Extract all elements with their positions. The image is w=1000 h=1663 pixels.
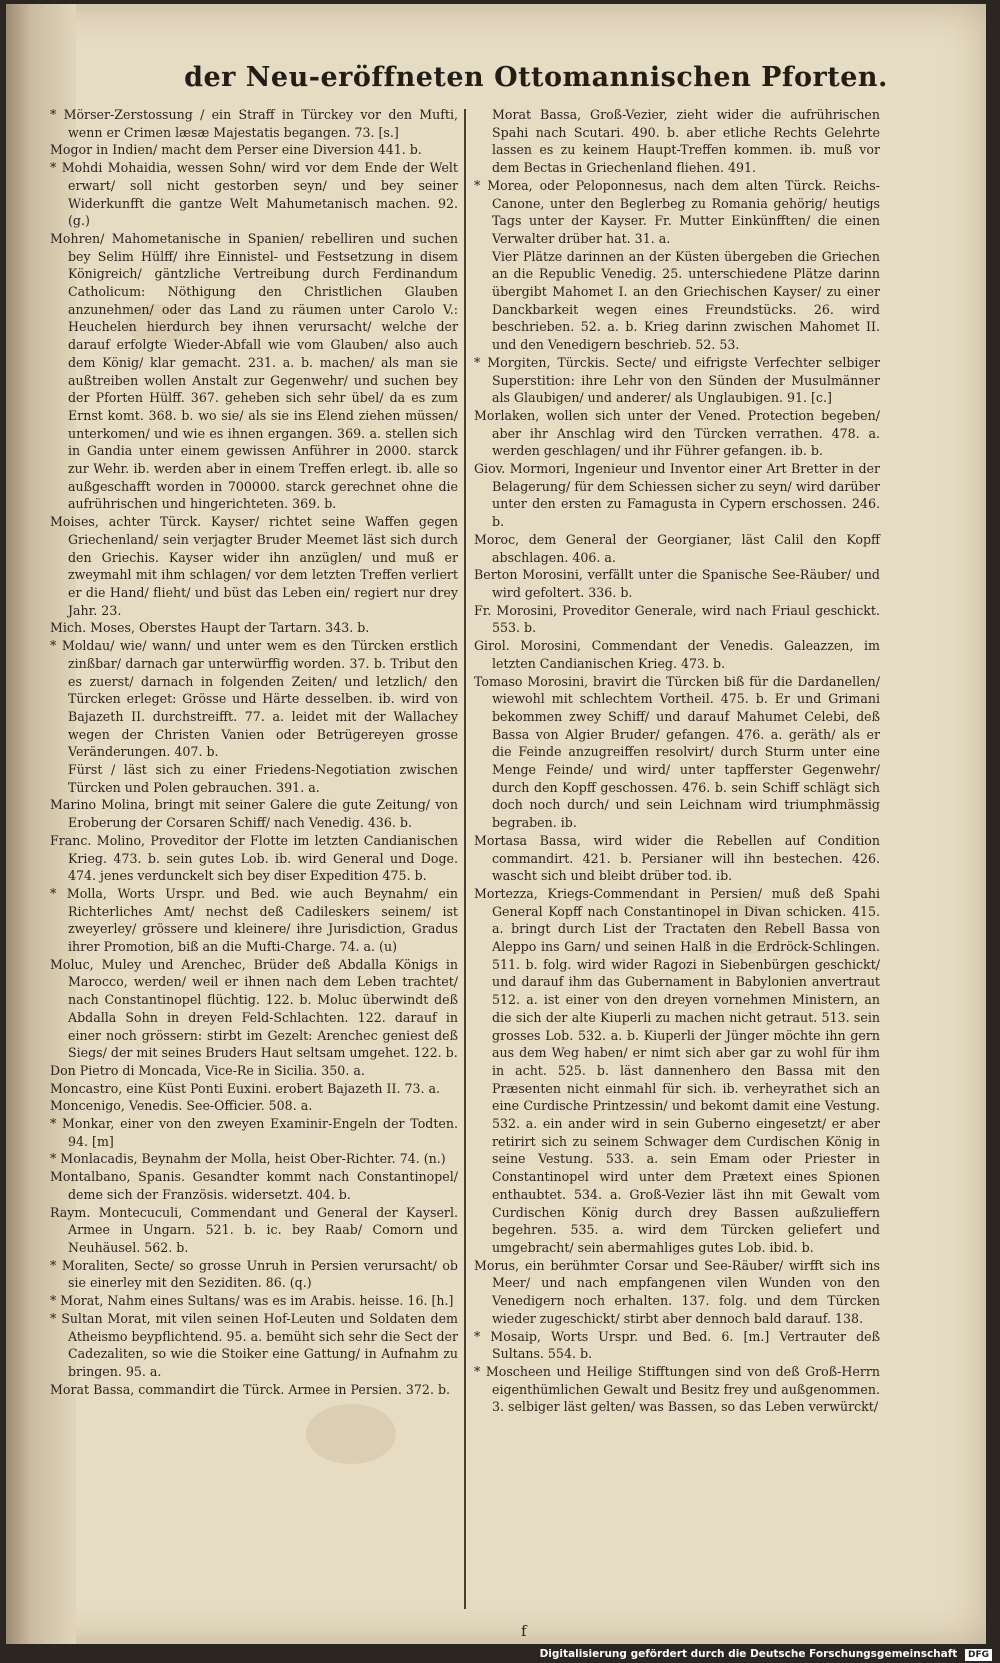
index-entry: Mogor in Indien/ macht dem Perser eine Diversion 441. b. [50, 142, 422, 158]
index-entry: * Moraliten, Secte/ so grosse Unruh in Persien verursacht/ ob sie einerley mit den Seziditen. 86. (q.) [50, 1257, 458, 1291]
dfg-logo: DFG [965, 1649, 992, 1661]
index-entry: * Mörser-Zerstossung / ein Straff in Türckey vor den Mufti, wenn er Crimen læsæ Majestatis begangen. 73. [s.] [50, 107, 458, 140]
index-entry: Fr. Morosini, Proveditor Generale, wird nach Friaul geschickt. 553. b. [474, 602, 880, 636]
index-entry: * Morea, oder Peloponnesus, nach dem alten Türck. Reichs-Canone, unter den Beglerbeg zu Romania gehörig/ heutigs Tags unter der Kayser. Fr. Mutter Einkünfften/ die einen Verwalter drüber hat. 31. a. [474, 177, 880, 246]
index-entry: * Moscheen und Heilige Stifftungen sind von deß Groß-Herrn eigenthümlichen Gewalt und Besitz frey und außgenommen. 3. selbiger läst gelten/ was Bassen, so das Leben verwürckt/ [474, 1363, 880, 1415]
index-entry: * Morat, Nahm eines Sultans/ was es im Arabis. heisse. 16. [h.] [50, 1293, 454, 1309]
index-entry: Moluc, Muley und Arenchec, Brüder deß Abdalla Königs in Marocco, werden/ weil er ihnen nach dem Leben trachtet/ nach Constantinopel flüchtig. 122. b. Moluc überwindt deß Abdalla Sohn in dreyen Feld-Schlachten. 122. darauf in einer noch grössern: stirbt im Gezelt: Arenchec geniest deß Siegs/ der mit seines Bruders Haut seltsam umgehet. 122. b. [50, 956, 458, 1061]
column-divider [464, 109, 466, 1609]
index-entry: Moroc, dem General der Georgianer, läst Calil den Kopff abschlagen. 406. a. [474, 531, 880, 565]
index-entry: * Molla, Worts Urspr. und Bed. wie auch Beynahm/ ein Richterliches Amt/ nechst deß Cadileskers seinem/ ist zweyerley/ grössere und kleinere/ ihre Jurisdiction, Gradus ihrer Promotion, biß an die Mufti-Charge. 74. a. (u) [50, 885, 458, 955]
index-entry: Berton Morosini, verfällt unter die Spanische See-Räuber/ und wird gefoltert. 336. b. [474, 567, 880, 600]
page-header: der Neu-eröffneten Ottomannischen Pforten. [184, 62, 888, 93]
index-entry: * Moldau/ wie/ wann/ und unter wem es den Türcken erstlich zinßbar/ darnach gar unterwürffig worden. 37. b. Tribut den es zuerst/ darnach in folgenden Zeiten/ und letzlich/ den Türcken erleget: Grösse und Härte desselben. ib. wird von Bajazeth II. durchstreifft. 77. a. leidet mit der Wallachey wegen der Christen Vanien oder Betrügereyen grosse Veränderungen. 407. b. [50, 638, 458, 760]
left-column [50, 106, 458, 1398]
index-entry: Mich. Moses, Oberstes Haupt der Tartarn. 343. b. [50, 620, 370, 636]
footer-text: Digitalisierung gefördert durch die Deutsche Forschungsgemeinschaft [539, 1648, 958, 1660]
index-entry: Morat Bassa, Groß-Vezier, zieht wider die aufrührischen Spahi nach Scutari. 490. b. aber etliche Rechts Gelehrte lassen es zu keinem Haupt-Treffen kommen. ib. muß vor dem Bectas in Griechenland fliehen. 491. [492, 107, 880, 176]
index-entry: Moncastro, eine Küst Ponti Euxini. erobert Bajazeth II. 73. a. [50, 1080, 441, 1096]
index-entry: Marino Molina, bringt mit seiner Galere die gute Zeitung/ von Eroberung der Corsaren Schiff/ nach Venedig. 436. b. [50, 797, 458, 831]
index-entry: Morat Bassa, commandirt die Türck. Armee in Persien. 372. b. [50, 1381, 451, 1397]
index-entry: * Morgiten, Türckis. Secte/ und eifrigste Verfechter selbiger Superstition: ihre Lehr von den Sünden der Musulmänner als Glaubigen/ und anderer/ als Unglaubigen. 91. [c.] [474, 354, 880, 406]
index-entry: Fürst / läst sich zu einer Friedens-Negotiation zwischen Türcken und Polen gebrauchen. 391. a. [68, 762, 458, 795]
index-entry: * Monlacadis, Beynahm der Molla, heist Ober-Richter. 74. (n.) [50, 1151, 446, 1167]
index-entry: Vier Plätze darinnen an der Küsten übergeben die Griechen an die Republic Venedig. 25. unterschiedene Plätze darinn übergibt Mahomet I. an den Griechischen Kayser/ zu einer Danckbarkeit wegen eines Freundstücks. 26. wird beschrieben. 52. a. b. Krieg darinn zwischen Mahomet II. und den Venedigern beschrieb. 52. 53. [492, 248, 880, 353]
book-page [6, 4, 986, 1644]
index-entry: Montalbano, Spanis. Gesandter kommt nach Constantinopel/ deme sich der Französis. widersetzt. 404. b. [50, 1169, 458, 1202]
right-column [474, 106, 880, 1416]
index-entry: Mortasa Bassa, wird wider die Rebellen auf Condition commandirt. 421. b. Persianer will ihn bestechen. 426. wascht sich und bleibt drüber tod. ib. [474, 832, 880, 884]
index-entry: Raym. Montecuculi, Commendant und General der Kayserl. Armee in Ungarn. 521. b. ic. bey Raab/ Comorn und Neuhäusel. 562. b. [50, 1204, 458, 1255]
index-entry: Mortezza, Kriegs-Commendant in Persien/ muß deß Spahi General Kopff nach Constantinopel in Divan schicken. 415. a. bringt durch List der Tractaten den Rebell Bassa von Aleppo ins Garn/ und seinen Halß in die Erdröck-Schlingen. 511. b. folg. wird wider Ragozi in Siebenbürgen geschickt/ und darauf ihm das Gubernament in Babylonien anvertraut 512. a. ist einer von den dreyen vornehmen Ministern, an die sich der alte Kiuperli zu machen nicht getraut. 513. sein grosses Lob. 532. a. b. Kiuperli der Jünger möchte ihn gern aus dem Weg haben/ er nimt sich aber gar zu wohl für ihm in acht. 525. b. läst dannenhero den Bassa mit den Præsenten nicht einmahl für sich. ib. verheyrathet sich an eine Curdische Printzessin/ und bekomt damit eine Vestung. 532. a. ein ander wird in sein Guberno eingesetzt/ er aber retirirt sich zu seinem Schwager dem Curdischen König in seine Vestung. 533. a. sein Emam oder Priester in Constantinopel wird unter dem Prætext eines Spionen enthaubtet. 534. a. Groß-Vezier läst ihn mit Gewalt vom Curdischen König durch drey Bassen außzulieffern begehren. 535. a. wird dem Türcken geliefert und umgebracht/ sein abermahliges gutes Lob. ibid. b. [474, 885, 880, 1255]
index-entry: * Mohdi Mohaidia, wessen Sohn/ wird vor dem Ende der Welt erwart/ soll nicht gestorben seyn/ und bey seiner Widerkunfft die gantze Welt Mahumetanisch machen. 92. (g.) [50, 160, 458, 229]
index-entry: Don Pietro di Moncada, Vice-Re in Sicilia. 350. a. [50, 1062, 365, 1078]
index-entry: * Mosaip, Worts Urspr. und Bed. 6. [m.] Vertrauter deß Sultans. 554. b. [474, 1328, 880, 1362]
index-entry: Morus, ein berühmter Corsar und See-Räuber/ wirfft sich ins Meer/ und nach empfangenen vilen Wunden von den Venedigern noch erhalten. 137. folg. und dem Türcken wieder zugeschickt/ stirbt aber dennoch bald darauf. 138. [474, 1257, 880, 1326]
index-entry: Franc. Molino, Proveditor der Flotte im letzten Candianischen Krieg. 473. b. sein gutes Lob. ib. wird General und Doge. 474. jenes verdunckelt sich bey diser Expedition 475. b. [50, 832, 458, 884]
index-entry: Girol. Morosini, Commendant der Venedis. Galeazzen, im letzten Candianischen Krieg. 473. b. [474, 638, 880, 671]
index-entry: Moncenigo, Venedis. See-Officier. 508. a. [50, 1098, 313, 1114]
index-entry: Tomaso Morosini, bravirt die Türcken biß für die Dardanellen/ wiewohl mit schlechtem Vortheil. 475. b. Er und Grimani bekommen zwey Schiff/ und darauf Mahumet Celebi, deß Bassa von Algier Bruder/ gefangen. 476. a. geräth/ als er die Feinde anzugreiffen resolvirt/ durch Sturm unter eine Menge Feinde/ und wird/ unter tapfferster Gegenwehr/ durch den Kopff geschossen. 476. b. sein Schiff schlägt sich doch noch durch/ und sein Leichnam wird triumphmässig begraben. ib. [474, 673, 880, 831]
digitization-footer [540, 1648, 992, 1662]
index-entry: Moises, achter Türck. Kayser/ richtet seine Waffen gegen Griechenland/ sein verjagter Bruder Meemet läst sich durch den Griechis. Kayser wider ihn anzüglen/ und muß er zweymahl mit ihm schlagen/ vor dem letzten Treffen verliert er die Hand/ flieht/ und büst das Leben ein/ regiert nur drey Jahr. 23. [50, 514, 458, 618]
signature-mark: f [521, 1622, 527, 1640]
index-entry: * Sultan Morat, mit vilen seinen Hof-Leuten und Soldaten dem Atheismo beypflichtend. 95. a. bemüht sich sehr die Sect der Cadezaliten, so wie die Stoiker eine Gattung/ in Aufnahm zu bringen. 95. a. [50, 1310, 458, 1379]
index-entry: Mohren/ Mahometanische in Spanien/ rebelliren und suchen bey Selim Hülff/ ihre Einnistel- und Festsetzung in disem Königreich/ gäntzliche Vertreibung durch Ferdinandum Catholicum: Nöthigung den Christlichen Glauben anzunehmen/ oder das Land zu räumen unter Carolo V.: Heuchelen hierdurch bey ihnen verursacht/ welche der darauf erfolgte Wieder-Abfall wie vom Glauben/ also auch dem König/ klar gemacht. 231. a. b. machen/ als man sie außtreiben wollen Anstalt zur Gegenwehr/ und suchen bey der Pforten Hülff. 367. geheben sich sehr übel/ da es zum Ernst komt. 368. b. wo sie/ als sie ins Elend ziehen müssen/ unterkomen/ und wie es ihnen ergangen. 369. a. stellen sich in Gandia unter einem gewissen Anführer in 2000. starck zur Wehr. ib. werden aber in einem Treffen erlegt. ib. alle so außgeschafft worden in 700000. starck gerechnet ohne die aufrührischen und hingerichteten. 369. b. [50, 230, 458, 512]
paper-stain [306, 1404, 396, 1464]
index-entry: * Monkar, einer von den zweyen Examinir-Engeln der Todten. 94. [m] [50, 1116, 458, 1149]
index-entry: Giov. Mormori, Ingenieur und Inventor einer Art Bretter in der Belagerung/ für dem Schiessen sicher zu seyn/ wird darüber unter den ersten zu Famagusta in Cypern erschossen. 246. b. [474, 461, 880, 530]
index-entry: Morlaken, wollen sich unter der Vened. Protection begeben/ aber ihr Anschlag wird den Türcken verrathen. 478. a. werden geschlagen/ und ihr Führer gefangen. ib. b. [474, 407, 880, 459]
